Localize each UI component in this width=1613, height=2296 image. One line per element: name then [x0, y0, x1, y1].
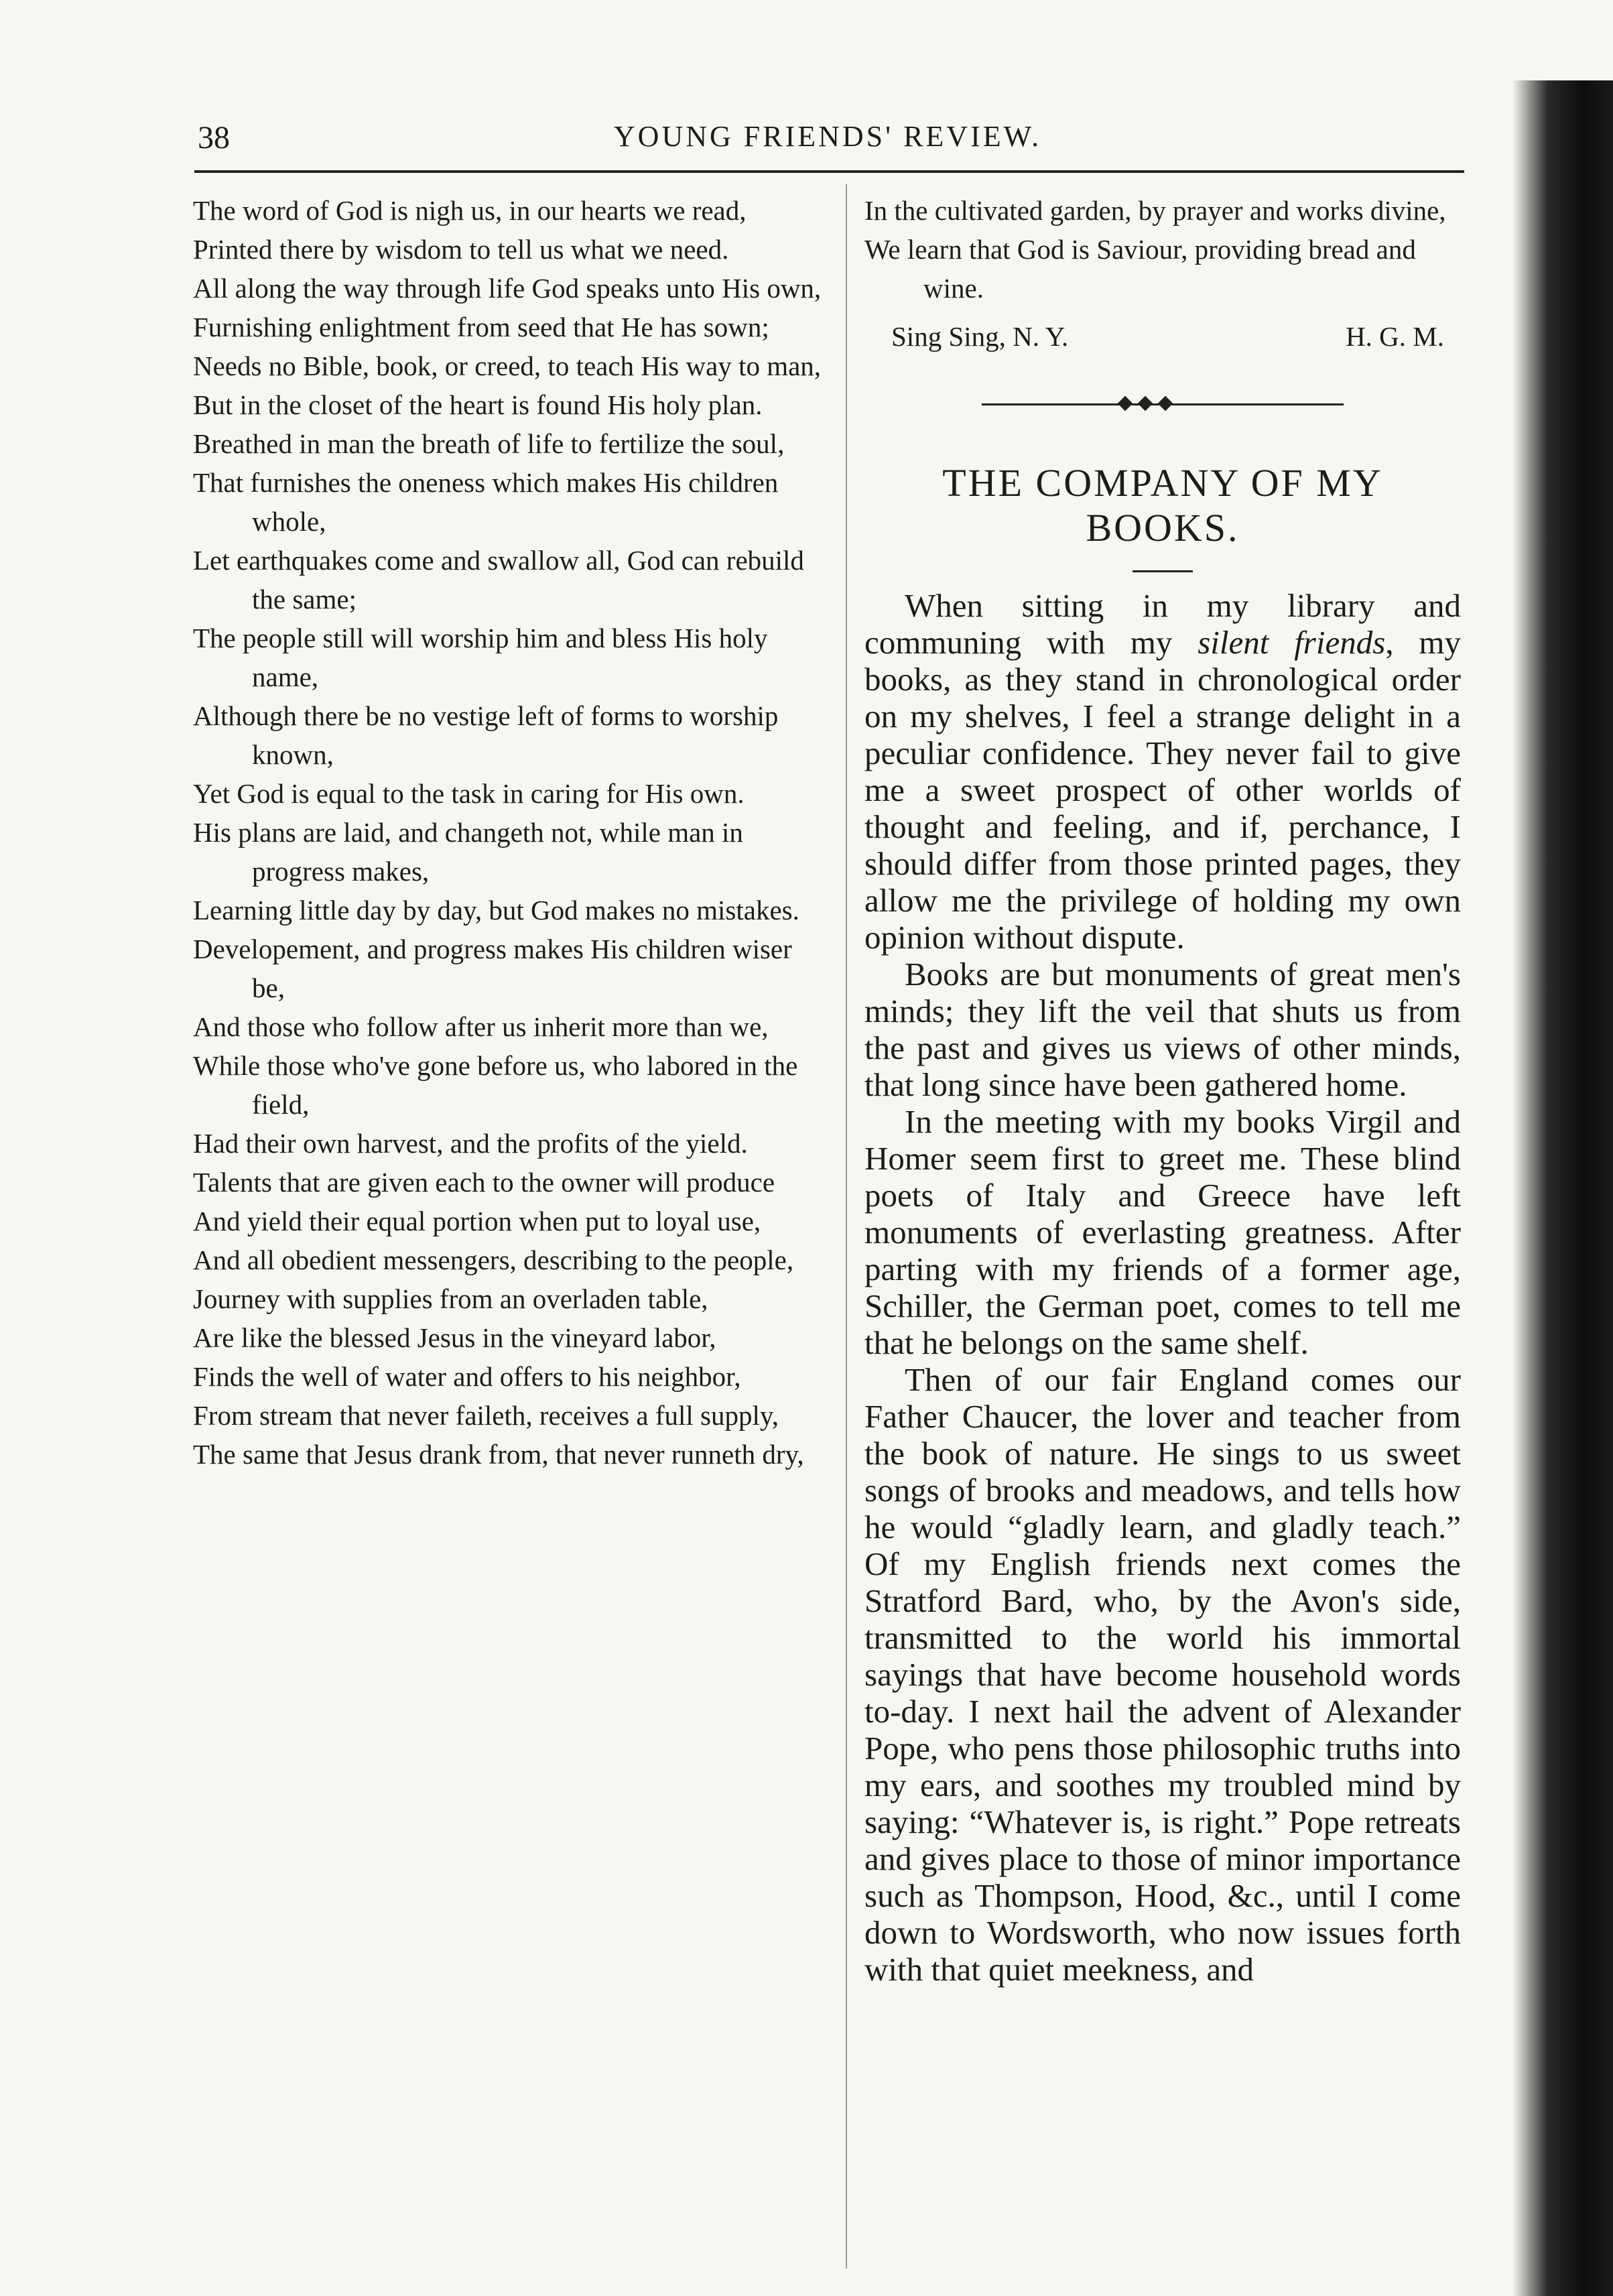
binding-shadow	[1512, 80, 1613, 2296]
poem-line: Finds the well of water and offers to his neighbor,	[193, 1361, 741, 1392]
emphasis-text: silent friends	[1198, 624, 1386, 661]
poem-line: That furnishes the oneness which makes His children whole,	[193, 467, 779, 537]
poem-line: All along the way through life God speaks unto His own,	[193, 273, 822, 304]
paragraph: Then of our fair England comes our Father Chaucer, the lover and teacher from the book of nature. He sings to us sweet songs of brooks and meadows, and tells how he would “gladly learn, and gladly teach.” Of my English friends next comes the Stratford Bard, who, by the Avon's side, transmitted to the world his immortal sayings that have become household words to-day. I next hail the advent of Alexander Pope, who pens those philosophic truths into my ears, and soothes my troubled mind by saying: “Whatever is, is right.” Pope retreats and gives place to those of minor importance such as Thompson, Hood, &c., until I come down to Wordsworth, who now issues forth with that quiet meekness, and	[864, 1361, 1461, 1988]
poem-line: Let earthquakes come and swallow all, God can rebuild the same;	[193, 545, 804, 615]
column-divider	[846, 184, 847, 2269]
title-rule	[1133, 570, 1193, 572]
paragraph	[864, 587, 1461, 956]
poem-line: We learn that God is Saviour, providing bread and wine.	[864, 234, 1416, 304]
poem-line: Breathed in man the breath of life to fertilize the soul,	[193, 428, 785, 459]
poem-line: And yield their equal portion when put to loyal use,	[193, 1206, 761, 1236]
paragraph: Books are but monuments of great men's minds; they lift the veil that shuts us from the past and gives us views of other minds, that long since have been gathered home.	[864, 956, 1461, 1103]
poem-line: While those who've gone before us, who labored in the field,	[193, 1050, 798, 1120]
poem-line: Talents that are given each to the owner will produce	[193, 1167, 775, 1198]
poem-line: Are like the blessed Jesus in the vineyard labor,	[193, 1322, 716, 1353]
article-body	[864, 587, 1461, 1988]
running-title: YOUNG FRIENDS' REVIEW.	[613, 120, 1042, 153]
poem-line: Had their own harvest, and the profits of the yield.	[193, 1128, 748, 1159]
signature-initials: H. G. M.	[1346, 321, 1444, 352]
poem-line: Journey with supplies from an overladen table,	[193, 1283, 708, 1314]
signature-place: Sing Sing, N. Y.	[891, 321, 1069, 352]
poem-column-left	[193, 191, 823, 1474]
poem-line: Although there be no vestige left of forms to worship known,	[193, 700, 779, 770]
poem-line: Developement, and progress makes His children wiser be,	[193, 934, 792, 1003]
paragraph-text: When sitting in my library and communing with my	[864, 587, 1461, 661]
ornament-diamond-icon	[1138, 396, 1153, 411]
poem-line: In the cultivated garden, by prayer and works divine,	[864, 195, 1446, 226]
poem-line: And those who follow after us inherit more than we,	[193, 1011, 769, 1042]
paragraph-text: , my books, as they stand in chronological order on my shelves, I feel a strange delight in a peculiar confidence. They never fail to give me a sweet prospect of other worlds of thought and feeling, and if, perchance, I should differ from those printed pages, they allow me the privilege of holding my own opinion without dispute.	[864, 624, 1461, 956]
poem-signature	[864, 317, 1461, 356]
poem-line: But in the closet of the heart is found His holy plan.	[193, 389, 763, 420]
poem-line: The word of God is nigh us, in our hearts we read,	[193, 195, 747, 226]
paragraph: In the meeting with my books Virgil and Homer seem first to greet me. These blind poets of Italy and Greece have left monuments of everlasting greatness. After parting with my friends of a former age, Schiller, the German poet, comes to tell me that he belongs on the same shelf.	[864, 1103, 1461, 1361]
poem-line: Learning little day by day, but God makes no mistakes.	[193, 895, 799, 926]
poem-line: The same that Jesus drank from, that never runneth dry,	[193, 1439, 804, 1470]
ornament-diamond-icon	[1158, 396, 1173, 411]
section-ornament	[982, 396, 1344, 412]
poem-line: Printed there by wisdom to tell us what we need.	[193, 234, 729, 265]
poem-line: And all obedient messengers, describing to the people,	[193, 1245, 794, 1275]
poem-line: Furnishing enlightment from seed that He has sown;	[193, 312, 769, 342]
right-column	[864, 191, 1461, 1988]
poem-line: His plans are laid, and changeth not, while man in progress makes,	[193, 817, 743, 887]
header-rule	[194, 170, 1464, 173]
page-number: 38	[198, 120, 230, 155]
poem-line: Yet God is equal to the task in caring for His own.	[193, 778, 745, 809]
article-title: THE COMPANY OF MY BOOKS.	[942, 461, 1383, 550]
ornament-diamond-icon	[1118, 396, 1133, 411]
poem-line: From stream that never faileth, receives a full supply,	[193, 1400, 779, 1431]
running-header	[198, 119, 1458, 160]
poem-line: Needs no Bible, book, or creed, to teach His way to man,	[193, 350, 822, 381]
poem-line: The people still will worship him and bless His holy name,	[193, 623, 768, 692]
